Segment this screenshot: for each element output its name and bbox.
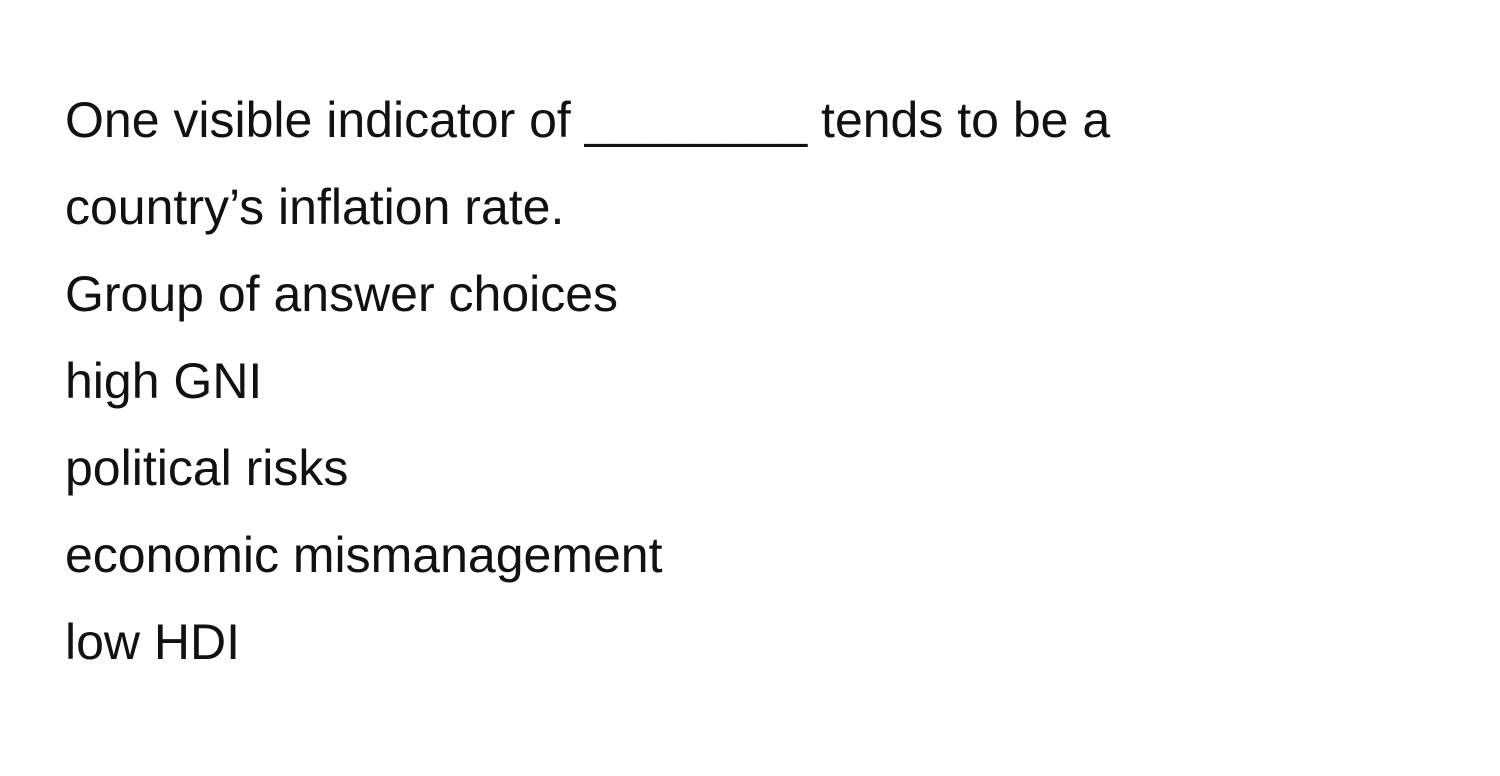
quiz-question-document xyxy=(65,91,1445,671)
answer-choice-high-gni[interactable]: high GNI xyxy=(65,353,263,409)
question-text-line-2: country’s inflation rate. xyxy=(65,179,565,235)
answer-choice-economic-mismanagement[interactable]: economic mismanagement xyxy=(65,527,663,583)
answer-choice-political-risks[interactable]: political risks xyxy=(65,440,349,496)
question-text-line-1: One visible indicator of ________ tends to be a xyxy=(65,92,1111,148)
answer-choice-low-hdi[interactable]: low HDI xyxy=(65,614,241,670)
answer-choices-header: Group of answer choices xyxy=(65,266,619,322)
